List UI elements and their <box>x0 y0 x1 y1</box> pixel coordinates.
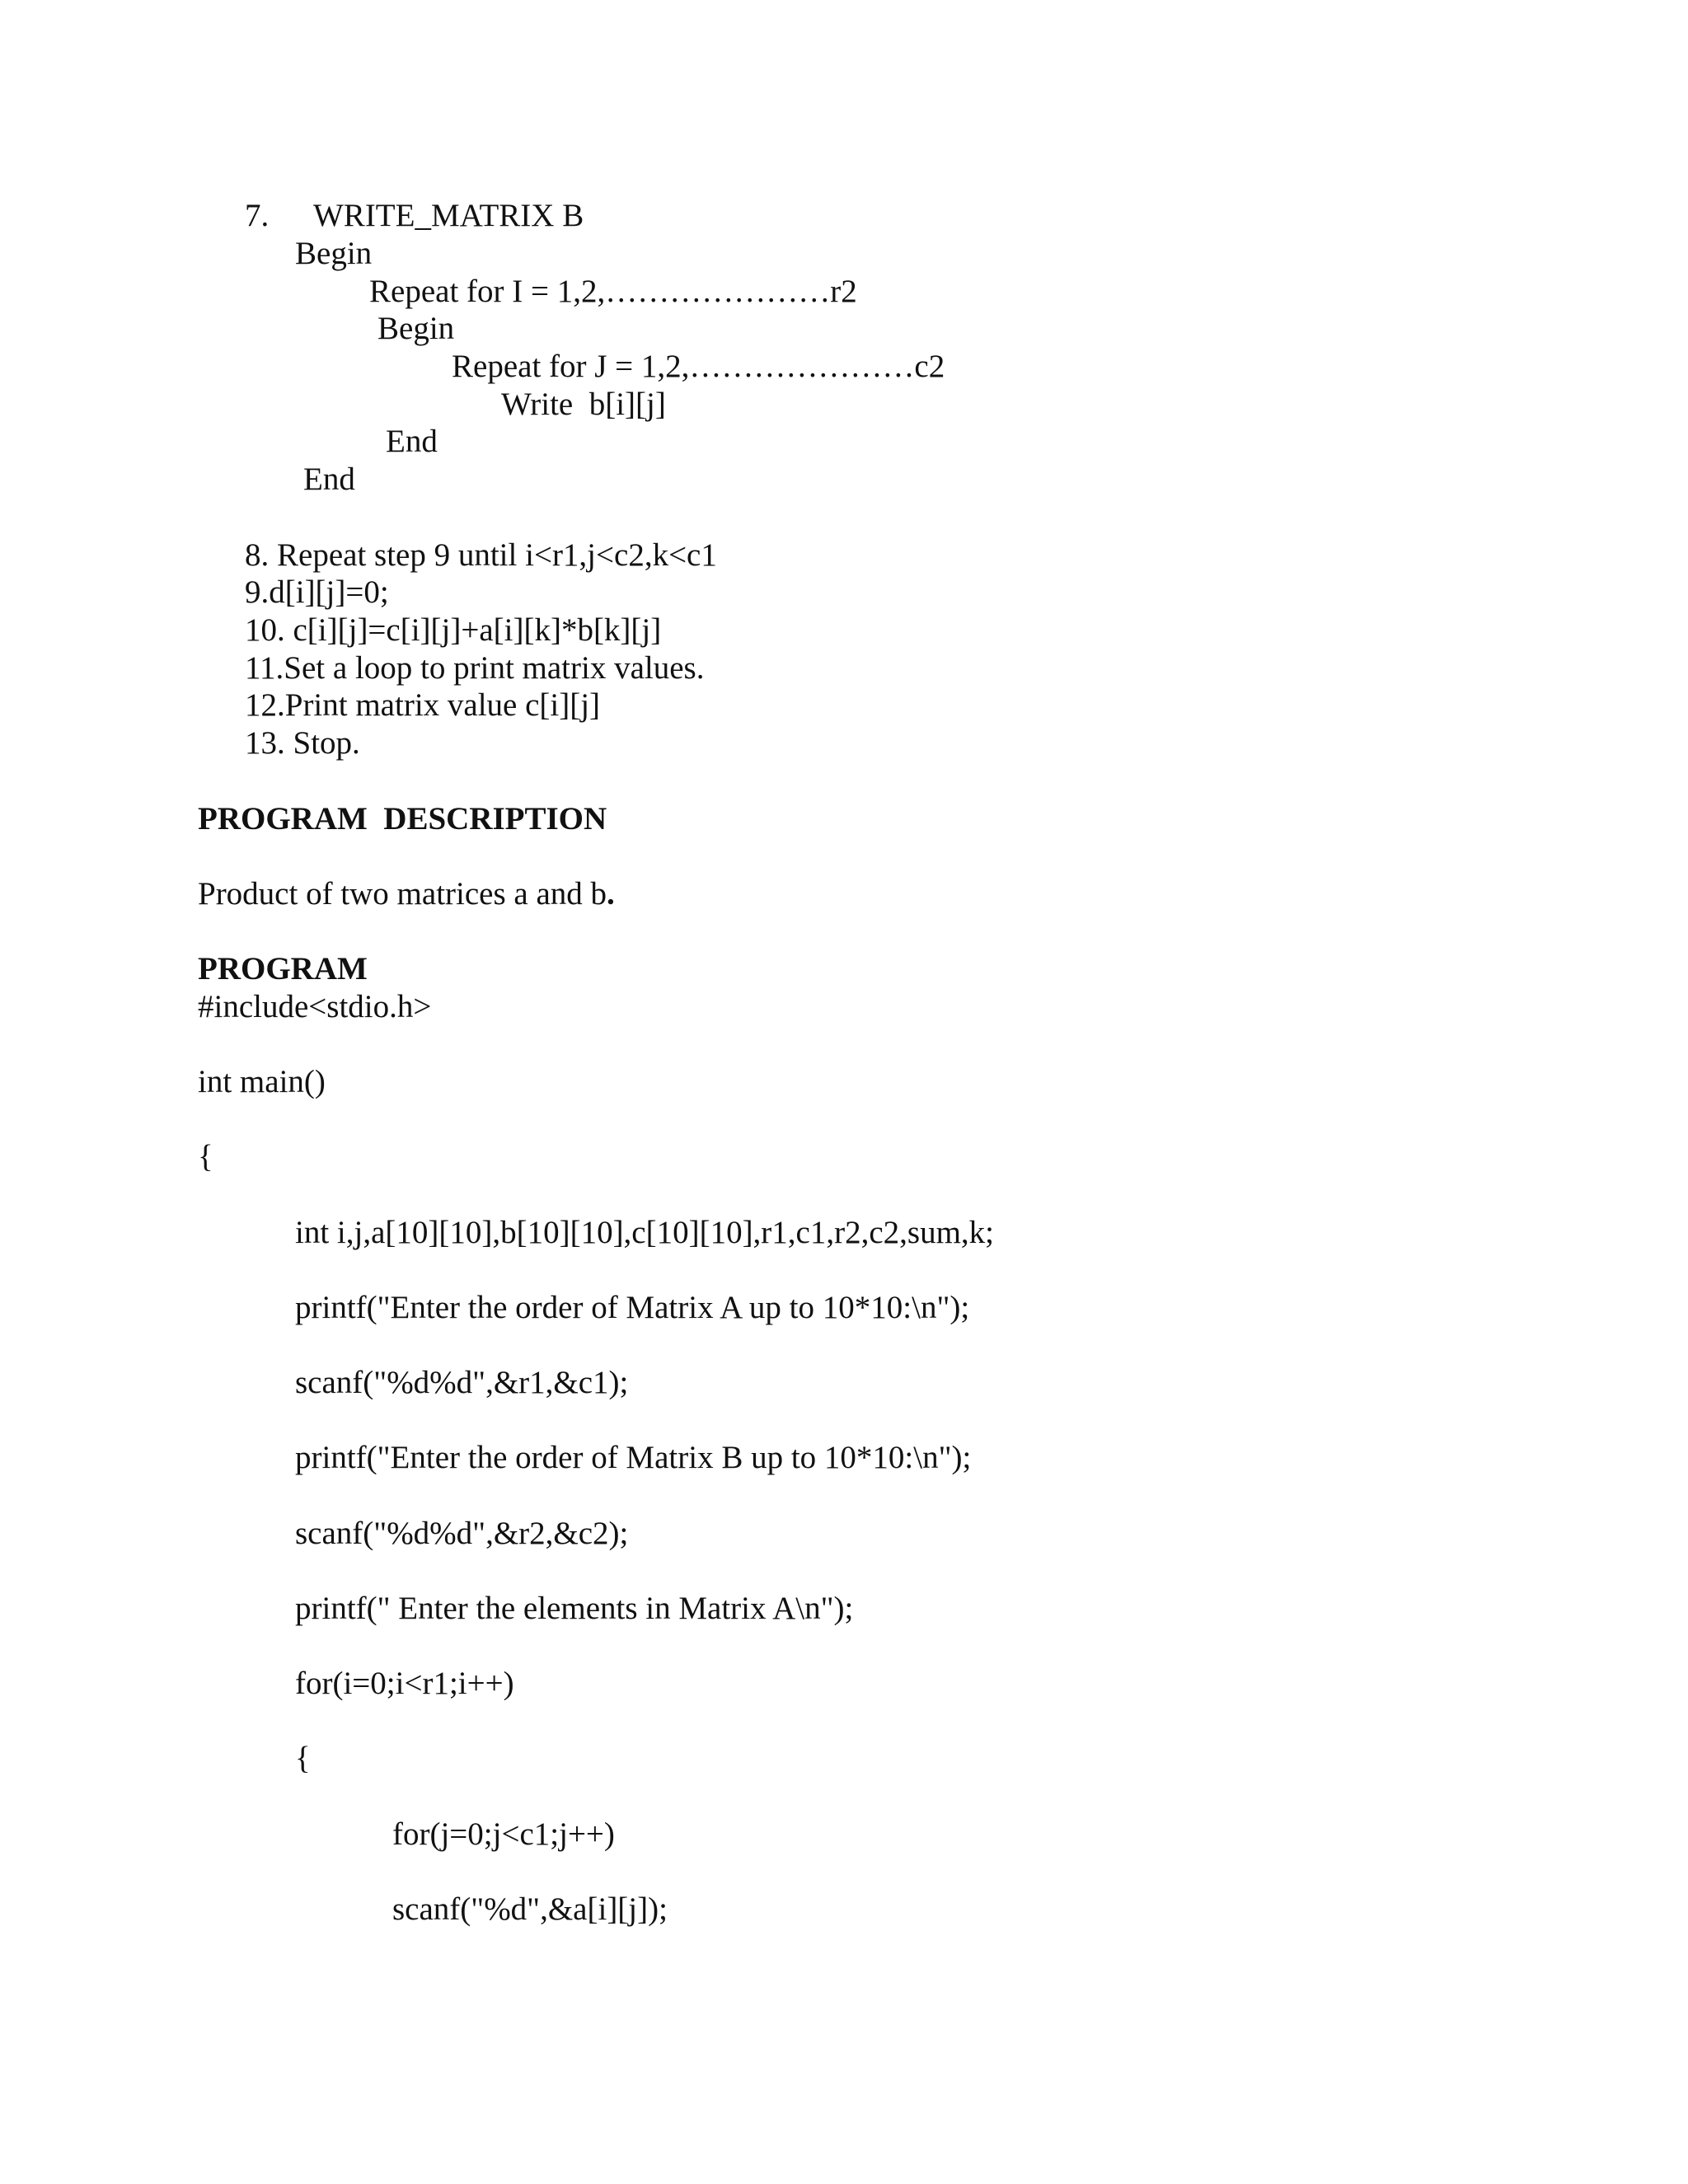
include-line: #include<stdio.h> <box>198 989 432 1024</box>
code-line-printf-b: printf("Enter the order of Matrix B up to 10*10:\n"); <box>295 1440 972 1475</box>
code-line-for-j: for(j=0;j<c1;j++) <box>392 1816 615 1852</box>
step-line: 10. c[i][j]=c[i][j]+a[i][k]*b[k][j] <box>245 612 662 648</box>
code-line-for-i: for(i=0;i<r1;i++) <box>295 1666 514 1701</box>
code-line-inner-brace: { <box>295 1741 311 1776</box>
program-description-heading: PROGRAM DESCRIPTION <box>198 801 607 837</box>
code-line-declaration: int i,j,a[10][10],b[10][10],c[10][10],r1,c1,r2,c2,sum,k; <box>295 1215 995 1250</box>
write-statement: Write b[i][j] <box>501 387 666 422</box>
begin-outer: Begin <box>295 236 373 271</box>
step-line: 9.d[i][j]=0; <box>245 574 389 610</box>
begin-inner: Begin <box>377 311 455 346</box>
step-line: 13. Stop. <box>245 725 360 761</box>
main-signature: int main() <box>198 1064 326 1099</box>
description-period: . <box>607 876 615 912</box>
repeat-j-line: Repeat for J = 1,2,…………………c2 <box>452 349 945 384</box>
step-7-title: WRITE_MATRIX B <box>313 198 584 233</box>
code-line-scanf-a: scanf("%d%d",&r1,&c1); <box>295 1365 629 1400</box>
main-open-brace: { <box>198 1139 213 1174</box>
step-line: 8. Repeat step 9 until i<r1,j<c2,k<c1 <box>245 537 717 573</box>
code-line-printf-a: printf("Enter the order of Matrix A up to 10*10:\n"); <box>295 1290 970 1325</box>
repeat-i-line: Repeat for I = 1,2,…………………r2 <box>369 274 857 309</box>
program-heading: PROGRAM <box>198 951 368 987</box>
end-inner: End <box>386 424 438 459</box>
code-line-scanf-b: scanf("%d%d",&r2,&c2); <box>295 1516 629 1551</box>
program-description-text: Product of two matrices a and b. <box>198 876 615 912</box>
end-outer: End <box>303 462 355 497</box>
code-line-scanf-element: scanf("%d",&a[i][j]); <box>392 1891 668 1927</box>
step-line: 12.Print matrix value c[i][j] <box>245 687 601 723</box>
code-line-printf-elements: printf(" Enter the elements in Matrix A\n"); <box>295 1591 854 1626</box>
step-line: 11.Set a loop to print matrix values. <box>245 650 705 686</box>
step-7-number: 7. <box>245 198 270 233</box>
